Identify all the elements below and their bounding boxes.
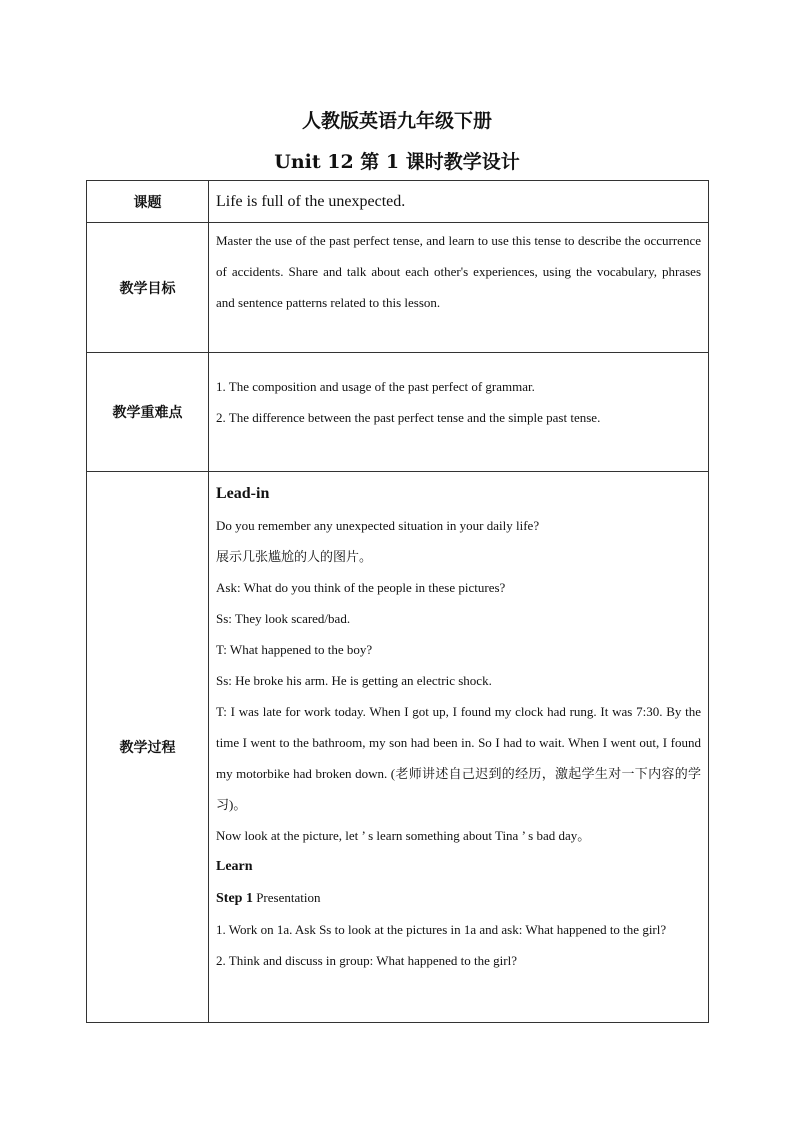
table-row-objectives bbox=[87, 223, 709, 353]
process-label: 教学过程 bbox=[87, 472, 209, 1023]
step-1-number: Step 1 bbox=[216, 891, 253, 906]
process-line: Ask: What do you think of the people in these pictures? bbox=[216, 580, 506, 595]
think-line: 2. Think and discuss in group: What happened to the girl? bbox=[216, 953, 517, 968]
key-point-item: 1. The composition and usage of the past perfect of grammar. bbox=[216, 379, 535, 394]
topic-label: 课题 bbox=[87, 181, 209, 223]
story-paragraph: T: I was late for work today. When I got up, I found my clock had rung. It was 7:30. By the time I went to the bathroom, my son had been in. So I had to wait. When I went out, I found my motorbike had broken down. (老师讲述自己迟到的经历，激起学生对一下内容的学习)。 bbox=[216, 704, 701, 812]
process-cell bbox=[209, 472, 709, 1023]
process-line: 展示几张尴尬的人的图片。 bbox=[216, 549, 373, 564]
table-row-process bbox=[87, 472, 709, 1023]
key-points-cell bbox=[209, 353, 709, 472]
topic-value: Life is full of the unexpected. bbox=[209, 181, 709, 223]
lead-in-heading: Lead-in bbox=[216, 485, 270, 502]
step-1-title: Presentation bbox=[252, 890, 321, 905]
process-line: Ss: They look scared/bad. bbox=[216, 611, 351, 626]
process-line: Ss: He broke his arm. He is getting an electric shock. bbox=[216, 673, 492, 688]
process-line: T: What happened to the boy? bbox=[216, 642, 373, 657]
process-line: Do you remember any unexpected situation in your daily life? bbox=[216, 518, 540, 533]
objectives-label: 教学目标 bbox=[87, 223, 209, 353]
document-title: 人教版英语九年级下册 bbox=[301, 110, 492, 132]
document-subtitle: Unit 12 第 1 课时教学设计 bbox=[274, 151, 520, 173]
lesson-plan-table bbox=[86, 180, 709, 1023]
learn-heading: Learn bbox=[216, 859, 253, 874]
table-row-key-points bbox=[87, 353, 709, 472]
table-row-topic bbox=[87, 181, 709, 223]
step-1-heading bbox=[216, 882, 701, 914]
objectives-text: Master the use of the past perfect tense, and learn to use this tense to describe the occurrence of accidents. Share and talk about each other's experiences, using the vocabulary, phrases and sentence patterns related to this lesson. bbox=[209, 223, 709, 353]
now-look-line: Now look at the picture, let ’ s learn something about Tina ’ s bad day。 bbox=[216, 828, 591, 843]
work-on-line: 1. Work on 1a. Ask Ss to look at the pictures in 1a and ask: What happened to the girl? bbox=[216, 922, 667, 937]
key-point-item: 2. The difference between the past perfect tense and the simple past tense. bbox=[216, 410, 601, 425]
key-points-label: 教学重难点 bbox=[87, 353, 209, 472]
